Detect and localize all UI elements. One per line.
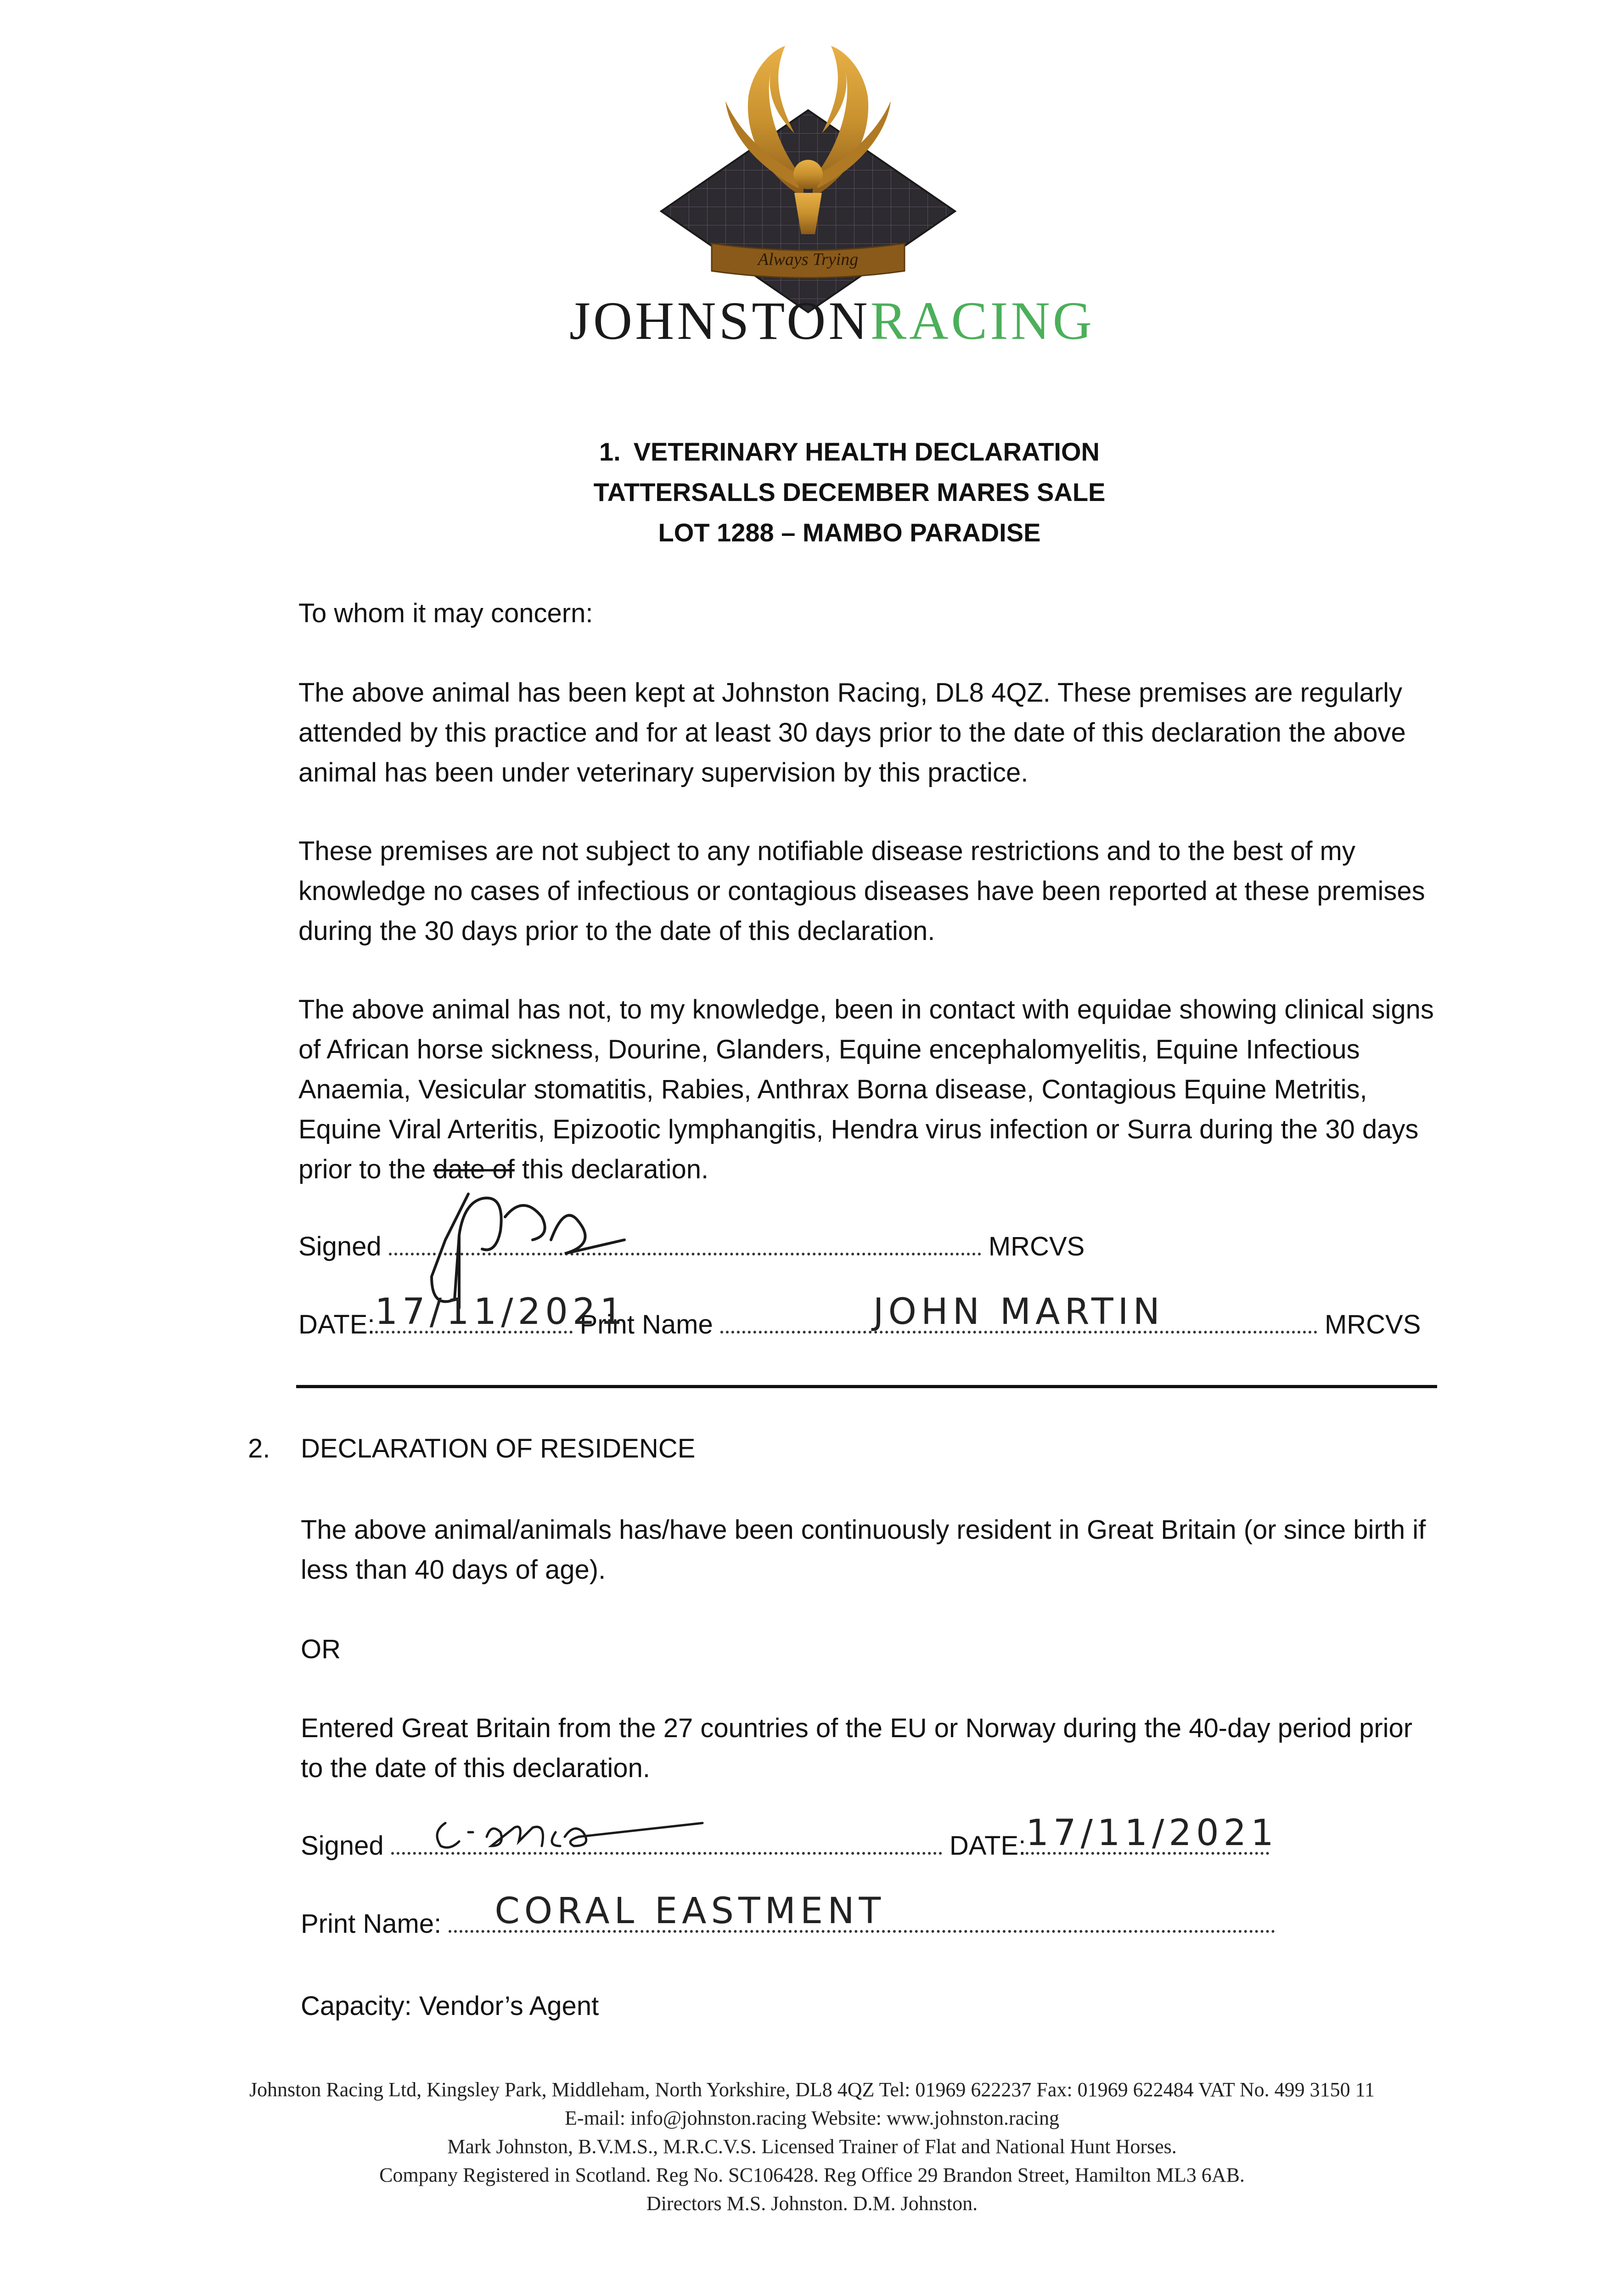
agent-date-label: DATE: (949, 1831, 1026, 1861)
footer-trainer: Mark Johnston, B.V.M.S., M.R.C.V.S. Licensed Trainer of Flat and National Hunt Horses. (447, 2135, 1177, 2158)
para3-main: The above animal has not, to my knowledge, been in contact with equidae showing clinical signs of African horse sickness, Dourine, Glanders, Equine encephalomyelitis, Equine Infectious Anaemia, Vesicular stomatitis, Rabies, Anthrax Borna disease, Contagious Equine Metritis, Equine Viral Arteritis, Epizootic lymphangitis, Hendra virus infection or Surra during the 30 days prior to the (298, 995, 1434, 1184)
footer-address: Johnston Racing Ltd, Kingsley Park, Middleham, North Yorkshire, DL8 4QZ Tel: 01969 622237 Fax: 01969 622484 VAT No. 499 3150 11 (249, 2078, 1375, 2101)
johnston-racing-logo (634, 41, 983, 317)
section2-or: OR (301, 1634, 341, 1664)
signed-label: Signed (298, 1232, 382, 1261)
section2-paragraph-2: Entered Great Britain from the 27 countries of the EU or Norway during the 40-day period prior to the date of this declaration. (301, 1713, 1413, 1783)
agent-print-name-field (449, 1891, 1275, 1933)
vet-print-name-value: JOHN MARTIN (873, 1291, 1165, 1333)
agent-print-name-line (301, 1891, 1275, 1940)
brand-racing: RACING (870, 291, 1095, 351)
logo-motto: Always Trying (758, 250, 859, 269)
date-label: DATE: (298, 1310, 375, 1339)
agent-print-name-label: Print Name: (301, 1909, 442, 1939)
heading-line1: VETERINARY HEALTH DECLARATION (633, 437, 1100, 466)
section1-number: 1. (599, 437, 621, 466)
section2-title: DECLARATION OF RESIDENCE (301, 1434, 696, 1463)
agent-signature (427, 1805, 721, 1860)
section1-paragraph-3 (298, 990, 1437, 1189)
section1-paragraph-2: These premises are not subject to any notifiable disease restrictions and to the best of my knowledge no cases of infectious or contagious diseases have been reported at these premises during the 30 days prior to the date of this declaration. (298, 836, 1425, 946)
para3-end: this declaration. (514, 1154, 709, 1184)
company-footer (92, 2076, 1532, 2218)
declaration-heading (551, 432, 1148, 553)
vet-date-value: 17/11/2021 (375, 1291, 628, 1333)
vet-date-name-line (298, 1291, 1421, 1341)
brand-johnston: JOHNSTON (569, 291, 871, 351)
brand-wordmark (569, 291, 1095, 351)
section-divider (296, 1385, 1437, 1388)
print-name-label: Print Name (579, 1310, 713, 1339)
mrcvs-label-2: MRCVS (1324, 1310, 1421, 1339)
footer-registration: Company Registered in Scotland. Reg No. SC106428. Reg Office 29 Brandon Street, Hamilton ML3 6AB. (379, 2164, 1245, 2186)
section1-paragraph-1: The above animal has been kept at Johnston Racing, DL8 4QZ. These premises are regularly attended by this practice and for at least 30 days prior to the date of this declaration the above animal has been under veterinary supervision by this practice. (298, 678, 1406, 788)
agent-date-value: 17/11/2021 (1026, 1812, 1278, 1854)
para3-struck-text: date of (433, 1154, 515, 1184)
vet-date-field (375, 1291, 628, 1334)
footer-contact: E-mail: info@johnston.racing Website: www.johnston.racing (565, 2107, 1059, 2129)
footer-directors: Directors M.S. Johnston. D.M. Johnston. (646, 2192, 978, 2215)
mrcvs-label-1: MRCVS (988, 1232, 1085, 1261)
vet-print-name-field (720, 1291, 1317, 1334)
section2-paragraph-1: The above animal/animals has/have been continuously resident in Great Britain (or since birth if less than 40 days of age). (301, 1515, 1426, 1585)
heading-line3: LOT 1288 – MAMBO PARADISE (658, 518, 1041, 547)
heading-line2: TATTERSALLS DECEMBER MARES SALE (593, 478, 1106, 506)
agent-signed-label: Signed (301, 1831, 384, 1861)
capacity: Capacity: Vendor’s Agent (301, 1991, 599, 2021)
salutation: To whom it may concern: (298, 598, 593, 628)
section2-heading (248, 1433, 695, 1465)
section2-number: 2. (248, 1434, 270, 1463)
agent-print-name-value: CORAL EASTMENT (495, 1891, 886, 1932)
agent-date-field (1026, 1812, 1278, 1855)
